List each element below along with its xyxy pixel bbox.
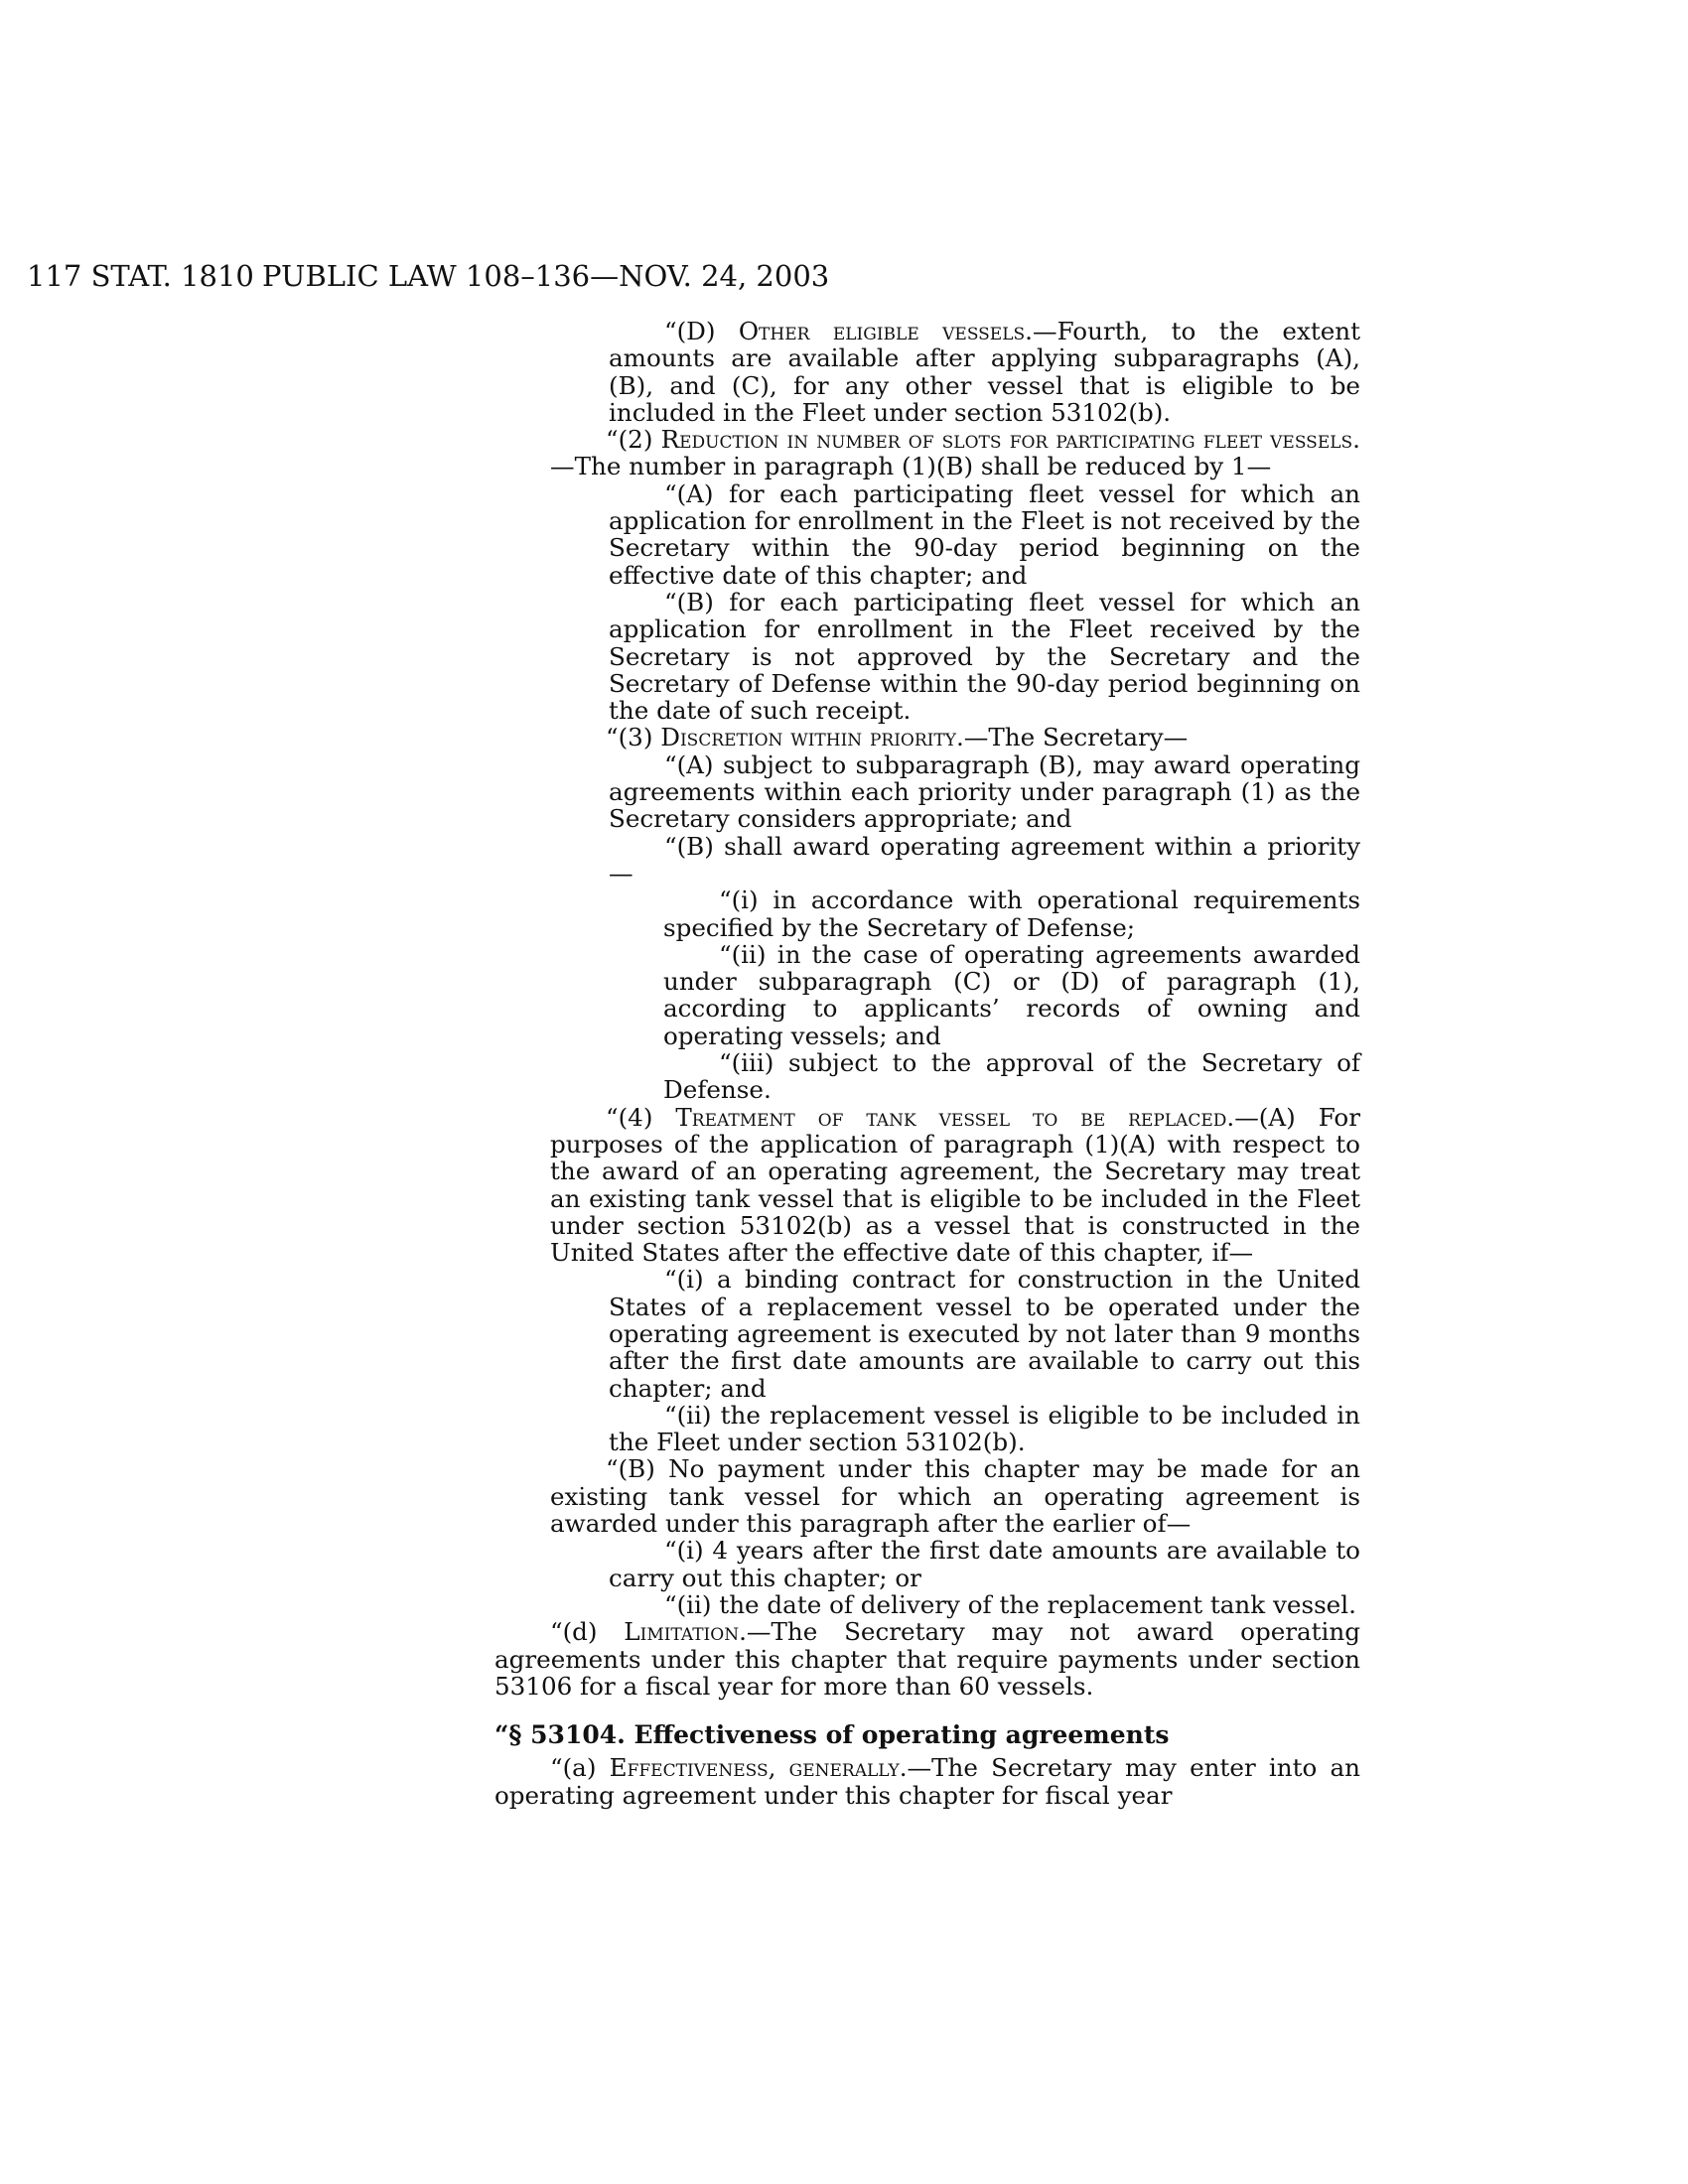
paragraph-3-discretion <box>494 724 1360 751</box>
clause-3b-ii: “(ii) in the case of operating agreements awarded under subparagraph (C) or (D) of paragraph (1), according to applicants’ records of owning and operating vessels; and <box>663 939 1360 1050</box>
paragraph-heading: Other eligible vessels <box>738 317 1026 345</box>
paragraph-lead: “(2) <box>606 425 661 455</box>
document-body <box>494 318 1360 1809</box>
clause-3b-i: “(i) in accordance with operational requirements specified by the Secretary of Defense; <box>663 886 1360 942</box>
paragraph-text: .—(A) For purposes of the application of paragraph (1)(A) with respect to the award of an operating agreement, the Secretary may treat an existing tank vessel that is eligible to be included in the Fleet under section 53102(b) as a vessel that is constructed in the United States after the effective date of this chapter, if— <box>550 1102 1360 1268</box>
paragraph-d-other-eligible <box>494 318 1360 426</box>
paragraph-4-treatment <box>494 1104 1360 1267</box>
paragraph-lead: “(D) <box>664 317 739 345</box>
paragraph-heading: Treatment of tank vessel to be replaced <box>675 1102 1227 1132</box>
paragraph-lead: “(4) <box>606 1102 676 1132</box>
clause-4a-ii: “(ii) the replacement vessel is eligible to be included in the Fleet under section 53102(b). <box>609 1400 1360 1457</box>
public-law-citation: PUBLIC LAW 108–136—NOV. 24, 2003 <box>262 259 830 293</box>
paragraph-2-reduction <box>494 426 1360 480</box>
clause-4b-i: “(i) 4 years after the first date amounts are available to carry out this chapter; or <box>609 1536 1360 1592</box>
paragraph-4b: “(B) No payment under this chapter may be made for an existing tank vessel for which an operating agreement is awarded under this paragraph after the earlier of— <box>550 1454 1360 1539</box>
paragraph-heading: Reduction in number of slots for participating fleet vessels <box>660 425 1353 455</box>
paragraph-2b: “(B) for each participating fleet vessel for which an application for enrollment in the Fleet received by the Secretary is not approved by the Secretary and the Secretary of Defense within the 90-day period beginning on the date of such receipt. <box>609 587 1360 726</box>
page-header <box>27 256 1228 296</box>
paragraph-heading: Discretion within priority <box>660 723 956 752</box>
paragraph-text: .—The Secretary— <box>955 723 1189 752</box>
clause-3b-iii: “(iii) subject to the approval of the Secretary of Defense. <box>663 1048 1360 1105</box>
paragraph-lead: “(d) <box>550 1617 625 1647</box>
paragraph-lead: “(a) <box>550 1753 610 1783</box>
subsection-a-effectiveness <box>494 1754 1360 1809</box>
paragraph-text: .—The Secretary may enter into an operating agreement under this chapter for fiscal year <box>494 1753 1361 1810</box>
paragraph-heading: Limitation <box>624 1617 740 1647</box>
clause-4b-ii: “(ii) the date of delivery of the replacement tank vessel. <box>664 1589 1356 1619</box>
paragraph-3b: “(B) shall award operating agreement within a priority— <box>609 831 1360 887</box>
subsection-d-limitation <box>494 1618 1360 1700</box>
paragraph-lead: “(3) <box>606 723 661 752</box>
paragraph-3a: “(A) subject to subparagraph (B), may award operating agreements within each priority under paragraph (1) as the Secretary considers appropriate; and <box>609 750 1360 834</box>
clause-4a-i: “(i) a binding contract for construction in the United States of a replacement vessel to be operated under the operating agreement is executed by not later than 9 months after the first date amounts are available to carry out this chapter; and <box>609 1265 1360 1403</box>
paragraph-text: .—The number in paragraph (1)(B) shall be reduced by 1— <box>550 425 1360 481</box>
paragraph-heading: Effectiveness, generally <box>609 1753 900 1783</box>
paragraph-text: .—The Secretary may not award operating agreements under this chapter that require payments under section 53106 for a fiscal year for more than 60 vessels. <box>494 1617 1361 1701</box>
statute-page-number: 117 STAT. 1810 <box>27 259 254 293</box>
paragraph-2a: “(A) for each participating fleet vessel for which an application for enrollment in the Fleet is not received by the Secretary within the 90-day period beginning on the effective date of this chapter; and <box>609 478 1360 590</box>
paragraph-text: .—Fourth, to the extent amounts are available after applying subparagraphs (A), (B), and (C), for any other vessel that is eligible to be included in the Fleet under section 53102(b). <box>609 317 1360 427</box>
section-heading: “§ 53104. Effectiveness of operating agreements <box>494 1720 1170 1750</box>
